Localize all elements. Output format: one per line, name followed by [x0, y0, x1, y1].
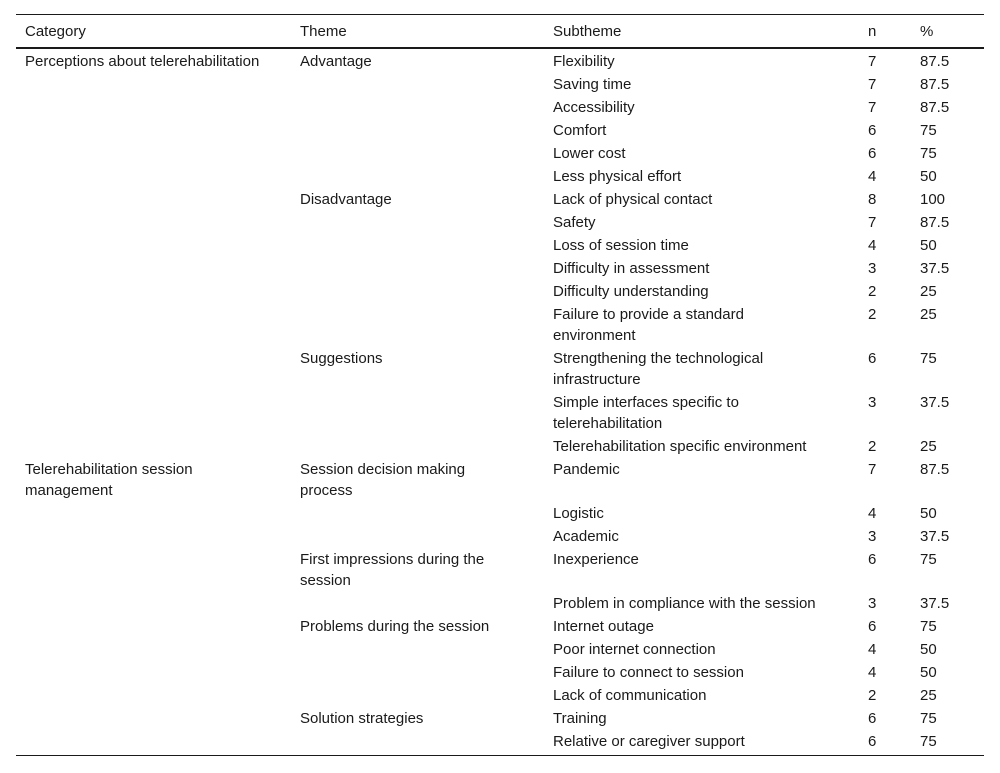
cell-percent: 50: [920, 664, 937, 681]
results-table-container: [16, 14, 984, 756]
cell-n: 6: [868, 350, 877, 367]
cell-subtheme: Failure to connect to session: [553, 664, 744, 681]
cell-category: [16, 302, 291, 346]
cell-category: [16, 547, 291, 591]
cell-subtheme: Strengthening the technological infrastructure: [553, 350, 764, 388]
cell-subtheme: Difficulty understanding: [553, 283, 709, 300]
cell-percent: 25: [920, 306, 937, 323]
table-row: [16, 434, 984, 457]
cell-n: 3: [868, 528, 877, 545]
table-row: [16, 660, 984, 683]
table-row: [16, 141, 984, 164]
cell-n: 7: [868, 53, 877, 70]
cell-category: [16, 95, 291, 118]
cell-percent: 50: [920, 641, 937, 658]
cell-percent: 87.5: [920, 53, 950, 70]
cell-theme: [291, 256, 544, 279]
cell-subtheme: Telerehabilitation specific environment: [553, 438, 807, 455]
cell-theme: Problems during the session: [300, 618, 490, 635]
results-table: [16, 14, 984, 756]
cell-category: [16, 706, 291, 729]
cell-percent: 50: [920, 505, 937, 522]
table-row: [16, 683, 984, 706]
cell-subtheme: Safety: [553, 214, 596, 231]
cell-category: [16, 683, 291, 706]
cell-percent: 50: [920, 168, 937, 185]
cell-n: 3: [868, 394, 877, 411]
cell-subtheme: Flexibility: [553, 53, 615, 70]
cell-category: [16, 279, 291, 302]
table-row: [16, 72, 984, 95]
cell-n: 3: [868, 595, 877, 612]
cell-theme: Disadvantage: [300, 191, 392, 208]
cell-n: 2: [868, 283, 877, 300]
cell-theme: [291, 164, 544, 187]
table-row: [16, 233, 984, 256]
cell-theme: [291, 72, 544, 95]
cell-theme: [291, 591, 544, 614]
cell-n: 2: [868, 306, 877, 323]
cell-theme: [291, 118, 544, 141]
cell-theme: [291, 501, 544, 524]
cell-percent: 87.5: [920, 99, 950, 116]
cell-category: [16, 729, 291, 756]
cell-theme: [291, 141, 544, 164]
table-row: [16, 591, 984, 614]
cell-theme: [291, 434, 544, 457]
cell-theme: [291, 729, 544, 756]
table-row: [16, 48, 984, 72]
cell-category: Telerehabilitation session management: [25, 461, 193, 499]
cell-subtheme: Lack of physical contact: [553, 191, 713, 208]
cell-subtheme: Comfort: [553, 122, 607, 139]
table-body: [16, 48, 984, 756]
cell-subtheme: Lower cost: [553, 145, 626, 162]
cell-category: [16, 346, 291, 390]
table-row: [16, 118, 984, 141]
cell-theme: [291, 524, 544, 547]
cell-theme: Advantage: [300, 53, 372, 70]
cell-n: 6: [868, 145, 877, 162]
cell-subtheme: Problem in compliance with the session: [553, 595, 816, 612]
table-row: [16, 706, 984, 729]
table-row: [16, 729, 984, 756]
cell-subtheme: Failure to provide a standard environment: [553, 306, 744, 344]
table-row: [16, 524, 984, 547]
cell-percent: 37.5: [920, 528, 950, 545]
cell-category: [16, 524, 291, 547]
cell-percent: 25: [920, 438, 937, 455]
cell-subtheme: Training: [553, 710, 607, 727]
cell-category: [16, 233, 291, 256]
cell-n: 7: [868, 99, 877, 116]
table-row: [16, 501, 984, 524]
table-row: [16, 95, 984, 118]
cell-theme: [291, 683, 544, 706]
cell-theme: [291, 637, 544, 660]
cell-percent: 87.5: [920, 461, 950, 478]
cell-category: [16, 164, 291, 187]
cell-n: 4: [868, 168, 877, 185]
cell-category: [16, 434, 291, 457]
cell-n: 6: [868, 710, 877, 727]
cell-category: [16, 210, 291, 233]
table-row: [16, 187, 984, 210]
cell-n: 6: [868, 618, 877, 635]
table-row: [16, 256, 984, 279]
cell-theme: First impressions during the session: [300, 551, 485, 589]
cell-subtheme: Difficulty in assessment: [553, 260, 710, 277]
cell-theme: [291, 279, 544, 302]
cell-percent: 75: [911, 729, 984, 756]
cell-theme: [291, 660, 544, 683]
cell-n: 4: [868, 641, 877, 658]
cell-category: [16, 591, 291, 614]
cell-n: 2: [868, 438, 877, 455]
table-row: [16, 390, 984, 434]
cell-subtheme: Less physical effort: [553, 168, 682, 185]
cell-theme: [291, 390, 544, 434]
cell-category: [16, 118, 291, 141]
header-n: n: [859, 15, 911, 49]
cell-percent: 87.5: [920, 214, 950, 231]
cell-category: [16, 141, 291, 164]
header-category: Category: [16, 15, 291, 49]
cell-category: Perceptions about telerehabilitation: [25, 53, 260, 70]
cell-subtheme: Loss of session time: [553, 237, 689, 254]
cell-category: [16, 72, 291, 95]
table-row: [16, 302, 984, 346]
cell-percent: 50: [920, 237, 937, 254]
cell-percent: 37.5: [920, 260, 950, 277]
cell-category: [16, 390, 291, 434]
cell-theme: Suggestions: [300, 350, 383, 367]
header-theme: Theme: [291, 15, 544, 49]
cell-n: 7: [868, 461, 877, 478]
cell-subtheme: Relative or caregiver support: [544, 729, 859, 756]
cell-percent: 75: [920, 551, 937, 568]
cell-category: [16, 187, 291, 210]
cell-percent: 37.5: [920, 595, 950, 612]
cell-n: 3: [868, 260, 877, 277]
cell-n: 4: [868, 505, 877, 522]
cell-percent: 25: [920, 687, 937, 704]
cell-subtheme: Logistic: [553, 505, 604, 522]
cell-theme: [291, 302, 544, 346]
table-row: [16, 164, 984, 187]
cell-subtheme: Internet outage: [553, 618, 654, 635]
header-percent: %: [911, 15, 984, 49]
cell-subtheme: Pandemic: [553, 461, 620, 478]
table-row: [16, 547, 984, 591]
table-row: [16, 457, 984, 501]
cell-n: 6: [868, 551, 877, 568]
cell-theme: Solution strategies: [300, 710, 424, 727]
cell-category: [16, 637, 291, 660]
cell-category: [16, 501, 291, 524]
cell-category: [16, 614, 291, 637]
cell-subtheme: Lack of communication: [553, 687, 707, 704]
cell-percent: 37.5: [920, 394, 950, 411]
cell-percent: 75: [920, 350, 937, 367]
cell-n: 4: [868, 664, 877, 681]
cell-percent: 87.5: [920, 76, 950, 93]
cell-theme: [291, 95, 544, 118]
table-header: [16, 15, 984, 49]
cell-n: 2: [868, 687, 877, 704]
header-row: [16, 15, 984, 49]
table-row: [16, 346, 984, 390]
cell-subtheme: Academic: [553, 528, 619, 545]
cell-category: [16, 660, 291, 683]
cell-subtheme: Saving time: [553, 76, 632, 93]
cell-subtheme: Inexperience: [553, 551, 639, 568]
cell-n: 7: [868, 214, 877, 231]
header-subtheme: Subtheme: [544, 15, 859, 49]
cell-n: 6: [868, 122, 877, 139]
cell-subtheme: Simple interfaces specific to telerehabilitation: [553, 394, 739, 432]
table-row: [16, 210, 984, 233]
cell-n: 8: [868, 191, 877, 208]
cell-percent: 75: [920, 618, 937, 635]
cell-percent: 75: [920, 710, 937, 727]
cell-theme: Session decision making process: [300, 461, 466, 499]
cell-subtheme: Accessibility: [553, 99, 635, 116]
cell-percent: 75: [920, 122, 937, 139]
cell-subtheme: Poor internet connection: [553, 641, 716, 658]
table-row: [16, 614, 984, 637]
cell-n: 4: [868, 237, 877, 254]
cell-category: [16, 256, 291, 279]
table-row: [16, 279, 984, 302]
cell-percent: 25: [920, 283, 937, 300]
cell-n: 7: [868, 76, 877, 93]
table-row: [16, 637, 984, 660]
cell-percent: 100: [920, 191, 946, 208]
cell-theme: [291, 210, 544, 233]
cell-n: 6: [859, 729, 911, 756]
cell-theme: [291, 233, 544, 256]
cell-percent: 75: [920, 145, 937, 162]
